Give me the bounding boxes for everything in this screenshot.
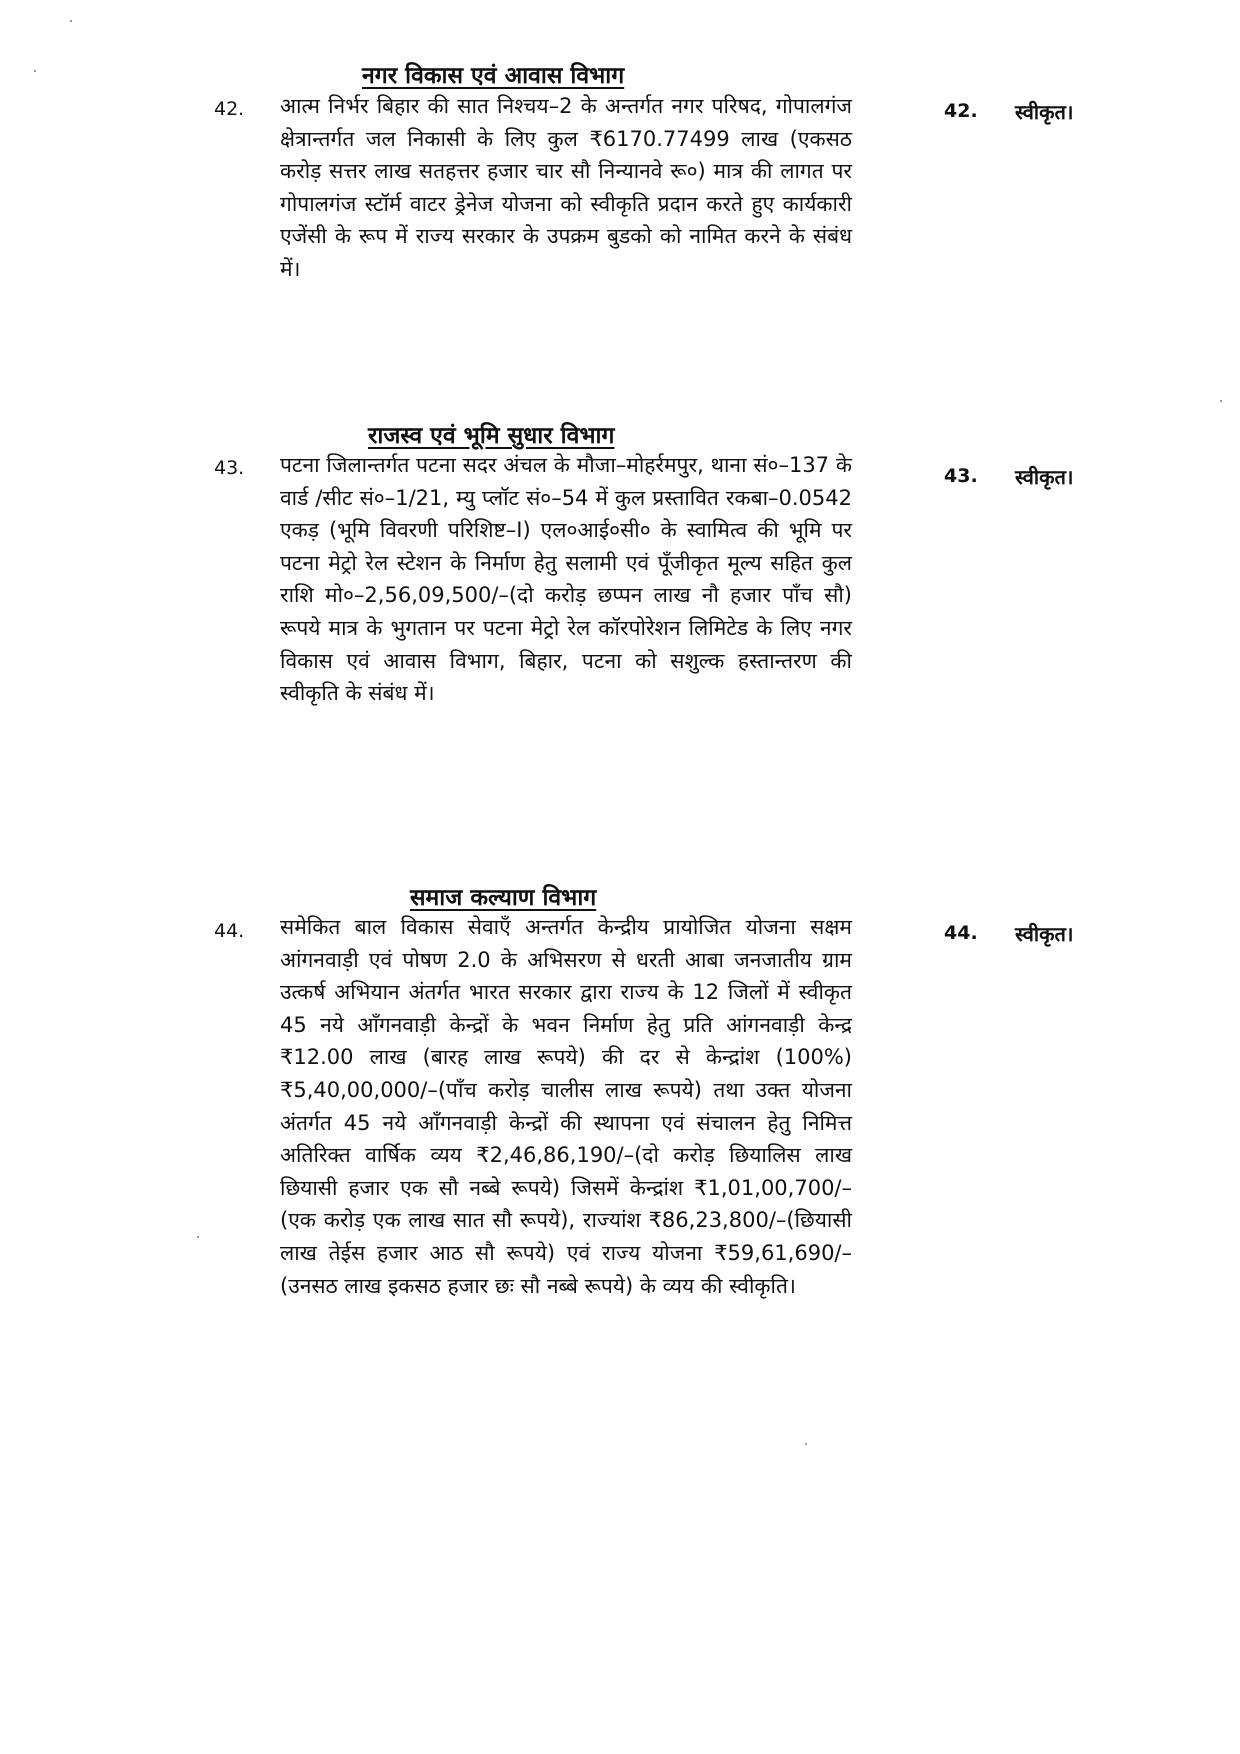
scan-speck: [70, 20, 72, 22]
item-number: 44.: [214, 920, 245, 942]
decision-number: 42.: [944, 100, 978, 122]
scan-speck: [1220, 400, 1222, 402]
scan-speck: [805, 1443, 807, 1445]
decision-status: स्वीकृत।: [1015, 465, 1074, 489]
item-number: 42.: [214, 98, 245, 120]
item-number: 43.: [214, 457, 245, 479]
department-heading: समाज कल्याण विभाग: [410, 885, 597, 911]
item-description: पटना जिलान्तर्गत पटना सदर अंचल के मौजा–मोहर्रमपुर, थाना सं०–137 के वार्ड /सीट सं०–1/21, म्यु प्लॉट सं०–54 में कुल प्रस्तावित रकबा–0.0542 एकड़ (भूमि विवरणी परिशिष्ट–I) एल०आई०सी० के स्वामित्व की भूमि पर पटना मेट्रो रेल स्टेशन के निर्माण हेतु सलामी एवं पूँजीकृत मूल्य सहित कुल राशि मो०–2,56,09,500/–(दो करोड़ छप्पन लाख नौ हजार पाँच सौ) रूपये मात्र के भुगतान पर पटना मेट्रो रेल कॉरपोरेशन लिमिटेड के लिए नगर विकास एवं आवास विभाग, बिहार, पटना को सशुल्क हस्तान्तरण की स्वीकृति के संबंध में।: [280, 453, 852, 706]
scan-speck: [197, 1236, 199, 1238]
item-description: समेकित बाल विकास सेवाएँ अन्तर्गत केन्द्रीय प्रायोजित योजना सक्षम आंगनवाड़ी एवं पोषण 2.0 के अभिसरण से धरती आबा जनजातीय ग्राम उत्कर्ष अभियान अंतर्गत भारत सरकार द्वारा राज्य के 12 जिलों में स्वीकृत 45 नये आँगनवाड़ी केन्द्रों के भवन निर्माण हेतु प्रति आंगनवाड़ी केन्द्र ₹12.00 लाख (बारह लाख रूपये) की दर से केन्द्रांश (100%) ₹5,40,00,000/–(पाँच करोड़ चालीस लाख रूपये) तथा उक्त योजना अंतर्गत 45 नये आँगनवाड़ी केन्द्रों की स्थापना एवं संचालन हेतु निमित्त अतिरिक्त वार्षिक व्यय ₹2,46,86,190/–(दो करोड़ छियालिस लाख छियासी हजार एक सौ नब्बे रूपये) जिसमें केन्द्रांश ₹1,01,00,700/–(एक करोड़ एक लाख सात सौ रूपये), राज्यांश ₹86,23,800/–(छियासी लाख तेईस हजार आठ सौ रूपये) एवं राज्य योजना ₹59,61,690/–(उनसठ लाख इकसठ हजार छः सौ नब्बे रूपये) के व्यय की स्वीकृति।: [280, 915, 852, 1298]
decision-number: 43.: [944, 465, 978, 487]
item-description: आत्म निर्भर बिहार की सात निश्चय–2 के अन्तर्गत नगर परिषद, गोपालगंज क्षेत्रान्तर्गत जल निकासी के लिए कुल ₹6170.77499 लाख (एकसठ करोड़ सत्तर लाख सतहत्तर हजार चार सौ निन्यानवे रू०) मात्र की लागत पर गोपालगंज स्टॉर्म वाटर ड्रेनेज योजना को स्वीकृति प्रदान करते हुए कार्यकारी एजेंसी के रूप में राज्य सरकार के उपक्रम बुडको को नामित करने के संबंध में।: [280, 94, 852, 281]
decision-number: 44.: [944, 922, 978, 944]
decision-status: स्वीकृत।: [1015, 922, 1074, 946]
decision-status: स्वीकृत।: [1015, 100, 1074, 124]
department-heading: राजस्व एवं भूमि सुधार विभाग: [368, 423, 615, 449]
scan-speck: [34, 70, 36, 72]
department-heading: नगर विकास एवं आवास विभाग: [362, 63, 625, 89]
